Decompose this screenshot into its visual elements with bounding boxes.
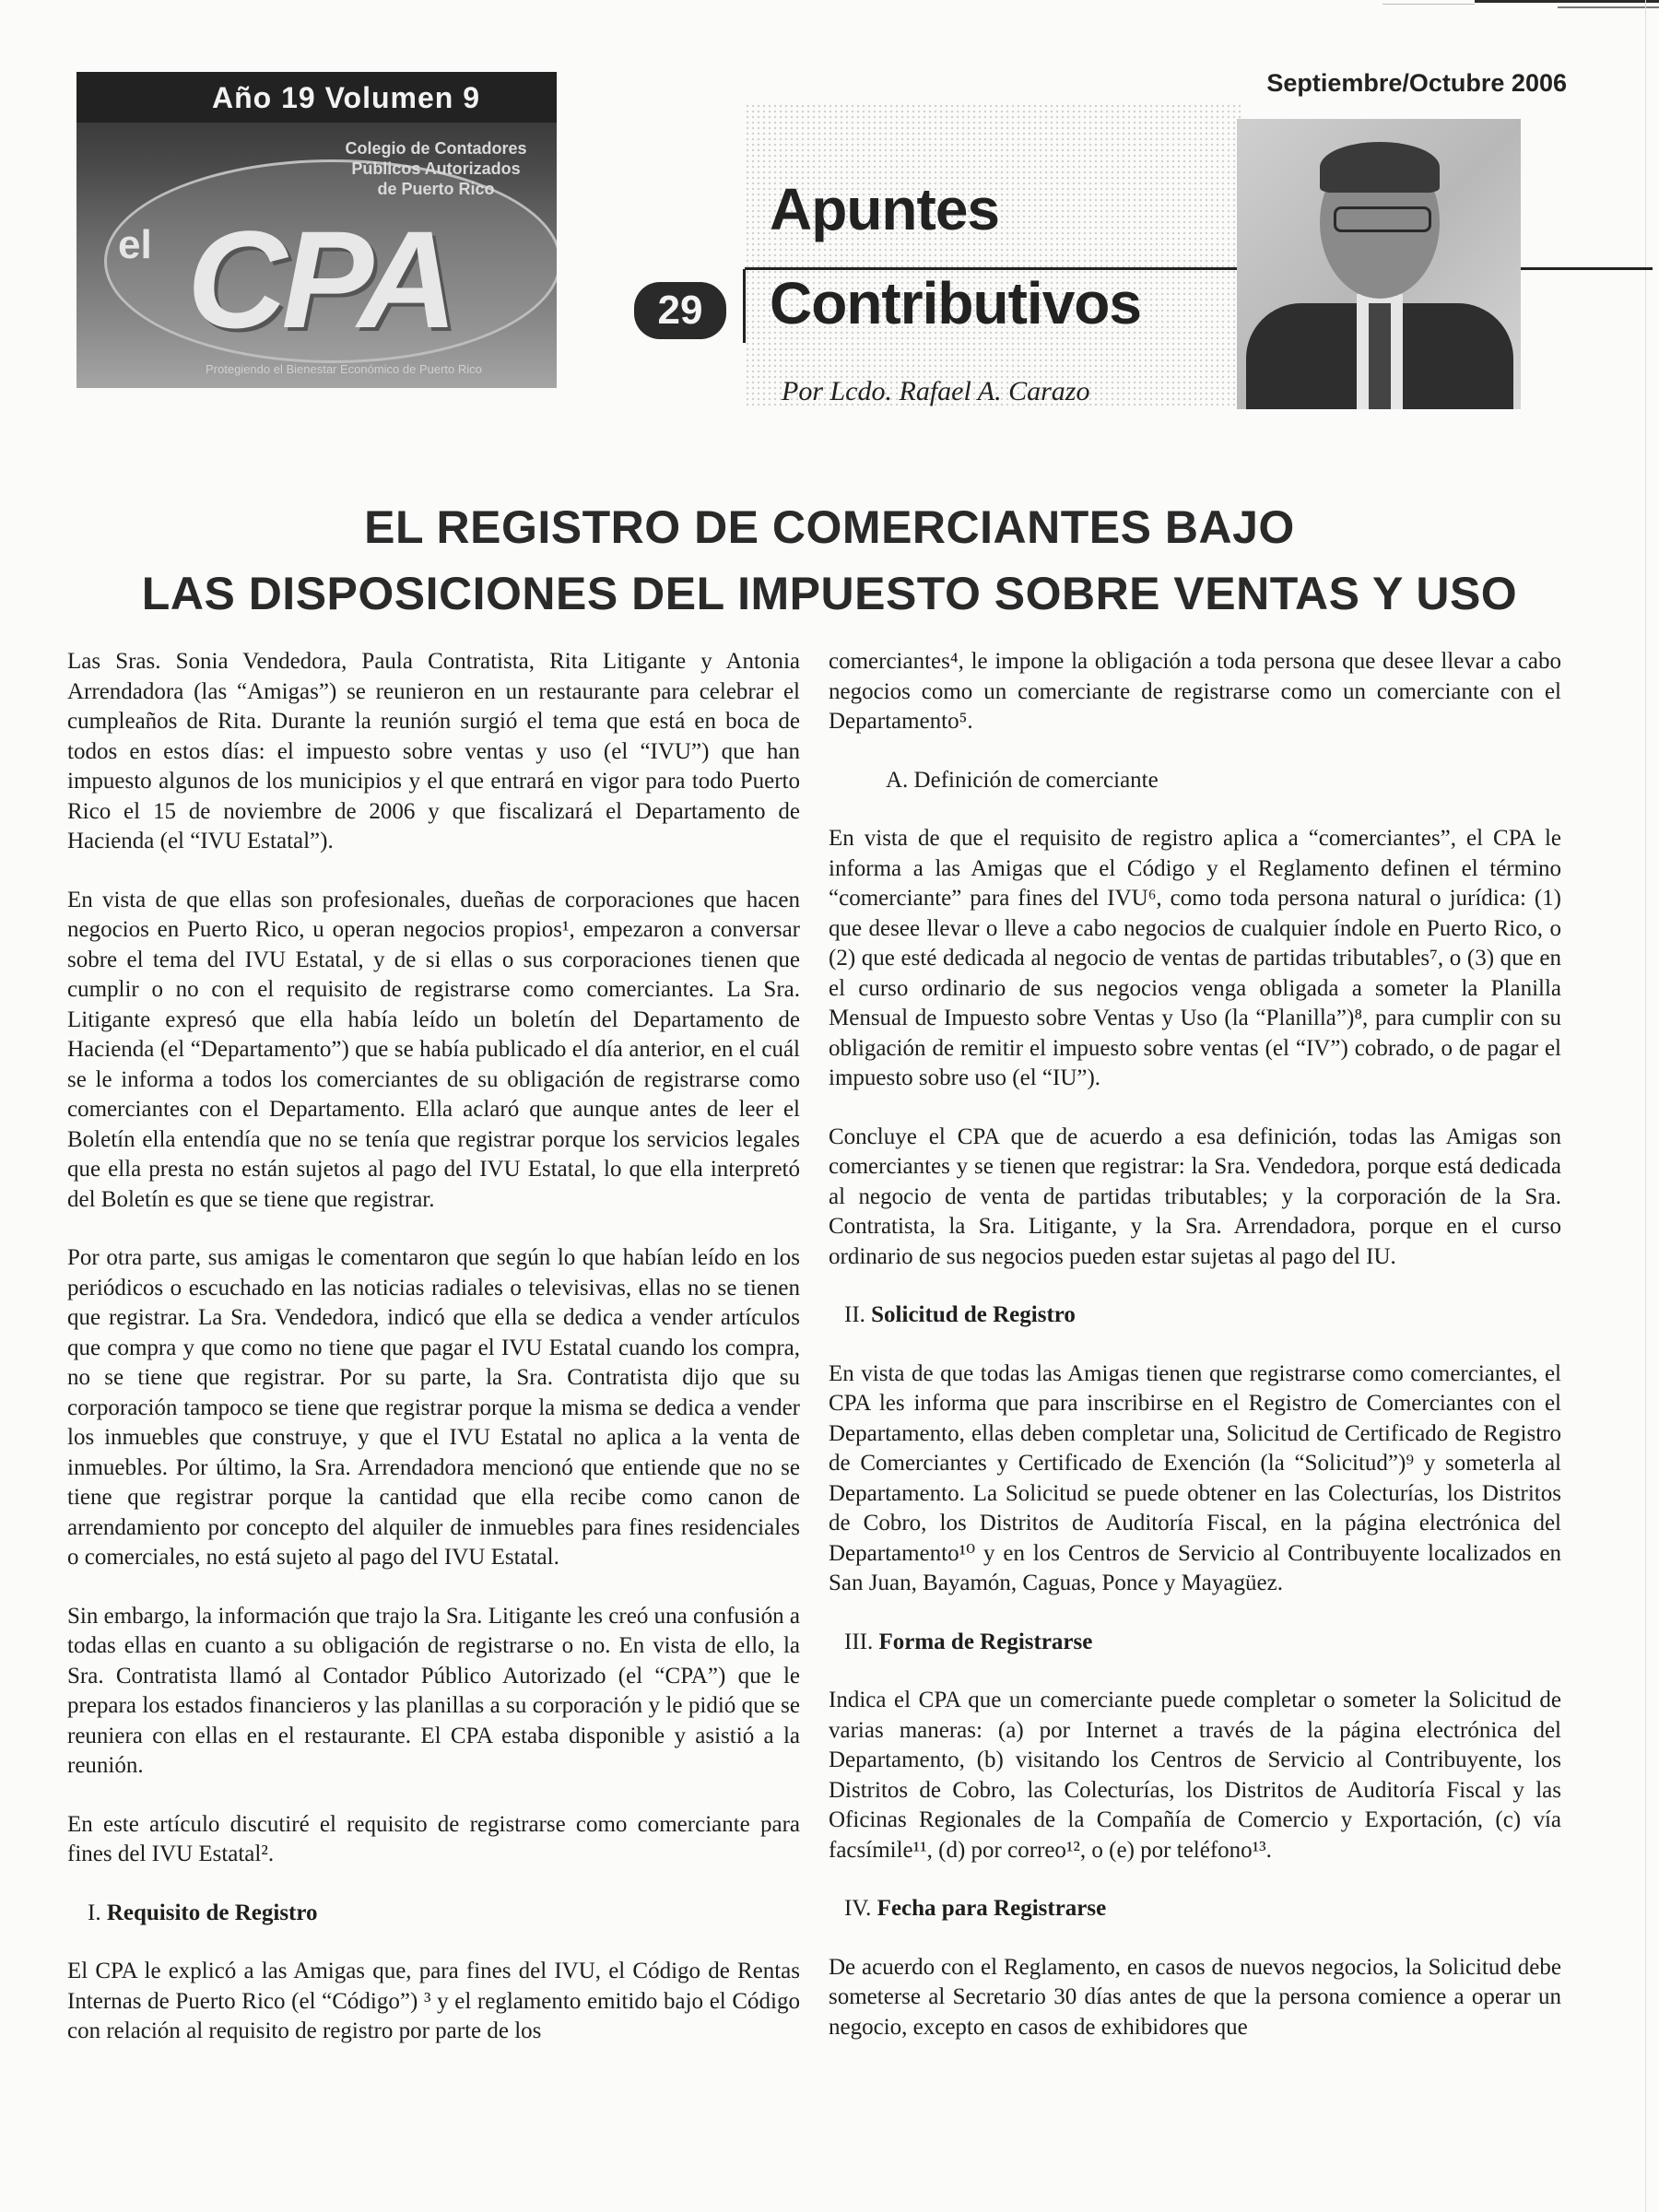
year-volume: Año 19 Volumen 9 bbox=[212, 81, 481, 114]
article-headline-line2: LAS DISPOSICIONES DEL IMPUESTO SOBRE VENTAS Y USO bbox=[141, 568, 1518, 619]
section-number: I. bbox=[88, 1900, 101, 1925]
section-number: IV. bbox=[844, 1896, 872, 1921]
paragraph: En este artículo discutiré el requisito de registrarse como comerciante para fines del IVU Estatal². bbox=[67, 1811, 800, 1866]
section-number: III. bbox=[844, 1629, 874, 1654]
section-title: Solicitud de Registro bbox=[871, 1302, 1076, 1327]
paragraph: En vista de que ellas son profesionales, dueñas de corporaciones que hacen negocios en Puerto Rico, u operan negocios propios¹, empezaron a conversar sobre el tema del IVU Estatal, y de si ellas o sus corporaciones tienen que cumplir o no con el requisito de registrarse como comerciantes. La Sra. Litigante expresó que ella había leído un boletín del Departamento de Hacienda (el “Departamento”) que se había publicado el día anterior, en el cuál se le informa a todos los comerciantes de su obligación de registrarse como comerciantes con el Departamento. Ella aclaró que aunque antes de leer el Boletín ella entendía que no se tenía que registrar porque los servicios legales que ella presta no están sujetos al pago del IVU Estatal, lo que ella interpretó del Boletín es que se tiene que registrar. bbox=[67, 887, 800, 1212]
paragraph: El CPA le explicó a las Amigas que, para fines del IVU, el Código de Rentas Internas de Puerto Rico (el “Código”) ³ y el reglamento emitido bajo el Código con relación al requisito de registro por parte de los bbox=[67, 1959, 800, 2043]
paragraph: comerciantes⁴, le impone la obligación a toda persona que desee llevar a cabo negocios como un comerciante de registrarse como un comerciante con el Departamento⁵. bbox=[829, 649, 1561, 734]
paragraph: De acuerdo con el Reglamento, en casos de nuevos negocios, la Solicitud debe someterse al Secretario 30 días antes de que la persona comience a operar un negocio, excepto en casos de exhibidores que bbox=[829, 1954, 1561, 2040]
section-heading bbox=[67, 1899, 800, 1929]
organization-line: Colegio de Contadores bbox=[345, 139, 527, 158]
masthead-tagline: Protegiendo el Bienestar Económico de Puerto Rico bbox=[206, 362, 482, 376]
section-title: Requisito de Registro bbox=[106, 1900, 318, 1925]
column-title-vertical-rule bbox=[743, 269, 746, 343]
logo-cpa: CPA bbox=[187, 202, 453, 357]
paragraph: Las Sras. Sonia Vendedora, Paula Contratista, Rita Litigante y Antonia Arrendadora (las “Amigas”) se reunieron en un restaurante para celebrar el cumpleaños de Rita. Durante la reunión surgió el tema que está en boca de todos en estos días: el impuesto sobre ventas y uso (el “IVU”) que han impuesto algunos de los municipios y el que entrará en vigor para todo Puerto Rico el 15 de noviembre de 2006 y que fiscalizará el Departamento de Hacienda (el “IVU Estatal”). bbox=[67, 649, 800, 853]
article-headline-line1: EL REGISTRO DE COMERCIANTES BAJO bbox=[364, 501, 1295, 553]
page-number-badge: 29 bbox=[634, 282, 726, 339]
organization-line: Públicos Autorizados bbox=[351, 159, 521, 178]
column-title-line1: Apuntes bbox=[770, 176, 999, 242]
section-heading bbox=[829, 1894, 1561, 1924]
scan-edge-mark bbox=[1382, 4, 1475, 5]
column-title-line2: Contributivos bbox=[770, 270, 1141, 336]
scan-edge-line bbox=[1645, 0, 1646, 2212]
author-byline: Por Lcdo. Rafael A. Carazo bbox=[782, 376, 1090, 406]
section-title: Fecha para Registrarse bbox=[877, 1896, 1107, 1921]
logo-el: el bbox=[118, 222, 152, 267]
section-heading bbox=[829, 1628, 1561, 1658]
scan-edge-mark bbox=[1558, 6, 1659, 8]
issue-date: Septiembre/Octubre 2006 bbox=[1266, 69, 1567, 97]
paragraph: Concluye el CPA que de acuerdo a esa definición, todas las Amigas son comerciantes y se tienen que registrar: la Sra. Vendedora, porque está dedicada al negocio de venta de partidas tributables; y la corporación de la Sra. Contratista, la Sra. Litigante, y la Sra. Arrendadora, porque en el curso ordinario de sus negocios pueden estar sujetas al pago del IU. bbox=[829, 1124, 1561, 1269]
photo-tie bbox=[1369, 303, 1391, 409]
paragraph: Por otra parte, sus amigas le comentaron que según lo que habían leído en los periódicos o escuchado en las noticias radiales o televisivas, ellas no se tienen que registrar. La Sra. Vendedora, indicó que ella se dedica a vender artículos que compra y que como no tiene que pagar el IVU Estatal cuando los compra, no se tiene que registrar. Por su parte, la Sra. Contratista dijo que su corporación tampoco se tiene que registrar porque la misma se dedica a vender los inmuebles que construye, y que el IVU Estatal no aplica a la venta de inmuebles. Por último, la Sra. Arrendadora mencionó que entiende que no se tiene que registrar porque la cantidad que ella recibe como canon de arrendamiento por concepto del alquiler de inmuebles para fines residenciales o comerciales, no está sujeto al pago del IVU Estatal. bbox=[67, 1245, 800, 1570]
organization-name bbox=[321, 138, 551, 199]
scan-edge-mark bbox=[1475, 0, 1659, 3]
paragraph: En vista de que el requisito de registro aplica a “comerciantes”, el CPA le informa a las Amigas que el Código y el Reglamento definen el término “comerciante” para fines del IVU⁶, como toda persona natural o jurídica: (1) que desee llevar o lleve a cabo negocios de cualquier índole en Puerto Rico, o (2) que esté dedicada al negocio de ventas de partidas tributables⁷, o (3) que en el curso ordinario de sus negocios venga obligada a someter la Planilla Mensual de Impuesto sobre Ventas y Uso (la “Planilla”)⁸, para cumplir con su obligación de remitir el impuesto sobre ventas (el “IV”) cobrado, o de pagar el impuesto sobre uso (el “IU”). bbox=[829, 826, 1561, 1090]
section-title: Forma de Registrarse bbox=[878, 1629, 1093, 1654]
author-photo bbox=[1237, 119, 1521, 409]
masthead-logo bbox=[76, 72, 557, 388]
right-column bbox=[829, 647, 1561, 2042]
subsection-heading: A. Definición de comerciante bbox=[886, 767, 1159, 793]
section-heading bbox=[829, 1300, 1561, 1331]
paragraph: En vista de que todas las Amigas tienen que registrarse como comerciantes, el CPA les informa que para inscribirse en el Registro de Comerciantes con el Departamento, ellas deben completar una, Solicitud de Certificado de Registro de Comerciantes y Certificado de Exención (la “Solicitud”)⁹ y someterla al Departamento. La Solicitud se puede obtener en las Colecturías, los Distritos de Cobro, los Distritos de Auditoría Fiscal, en la página electrónica del Departamento¹⁰ y en los Centros de Servicio al Contribuyente localizados en San Juan, Bayamón, Caguas, Ponce y Mayagüez. bbox=[829, 1360, 1561, 1595]
organization-line: de Puerto Rico bbox=[377, 180, 495, 198]
photo-hair bbox=[1320, 142, 1440, 193]
left-column bbox=[67, 647, 800, 2047]
paragraph: Sin embargo, la información que trajo la Sra. Litigante les creó una confusión a todas ellas en cuanto a su obligación de registrarse o no. En vista de ello, la Sra. Contratista llamó al Contador Público Autorizado (el “CPA”) que le prepara los estados financieros y las planillas a su corporación y le pidió que se reuniera con ellas en el restaurante. El CPA estaba disponible y asistió a la reunión. bbox=[67, 1603, 800, 1778]
section-number: II. bbox=[844, 1302, 865, 1327]
halftone-texture bbox=[745, 103, 1242, 407]
paragraph: Indica el CPA que un comerciante puede completar o someter la Solicitud de varias maneras: (a) por Internet a través de la página electrónica del Departamento, (b) visitando los Centros de Servicio al Contribuyente, los Distritos de Cobro, las Colecturías, los Distritos de Auditoría Fiscal y las Oficinas Regionales de la Compañía de Comercio y Exportación, (c) vía facsímile¹¹, (d) por correo¹², o (e) por teléfono¹³. bbox=[829, 1688, 1561, 1863]
photo-glasses bbox=[1334, 206, 1431, 232]
